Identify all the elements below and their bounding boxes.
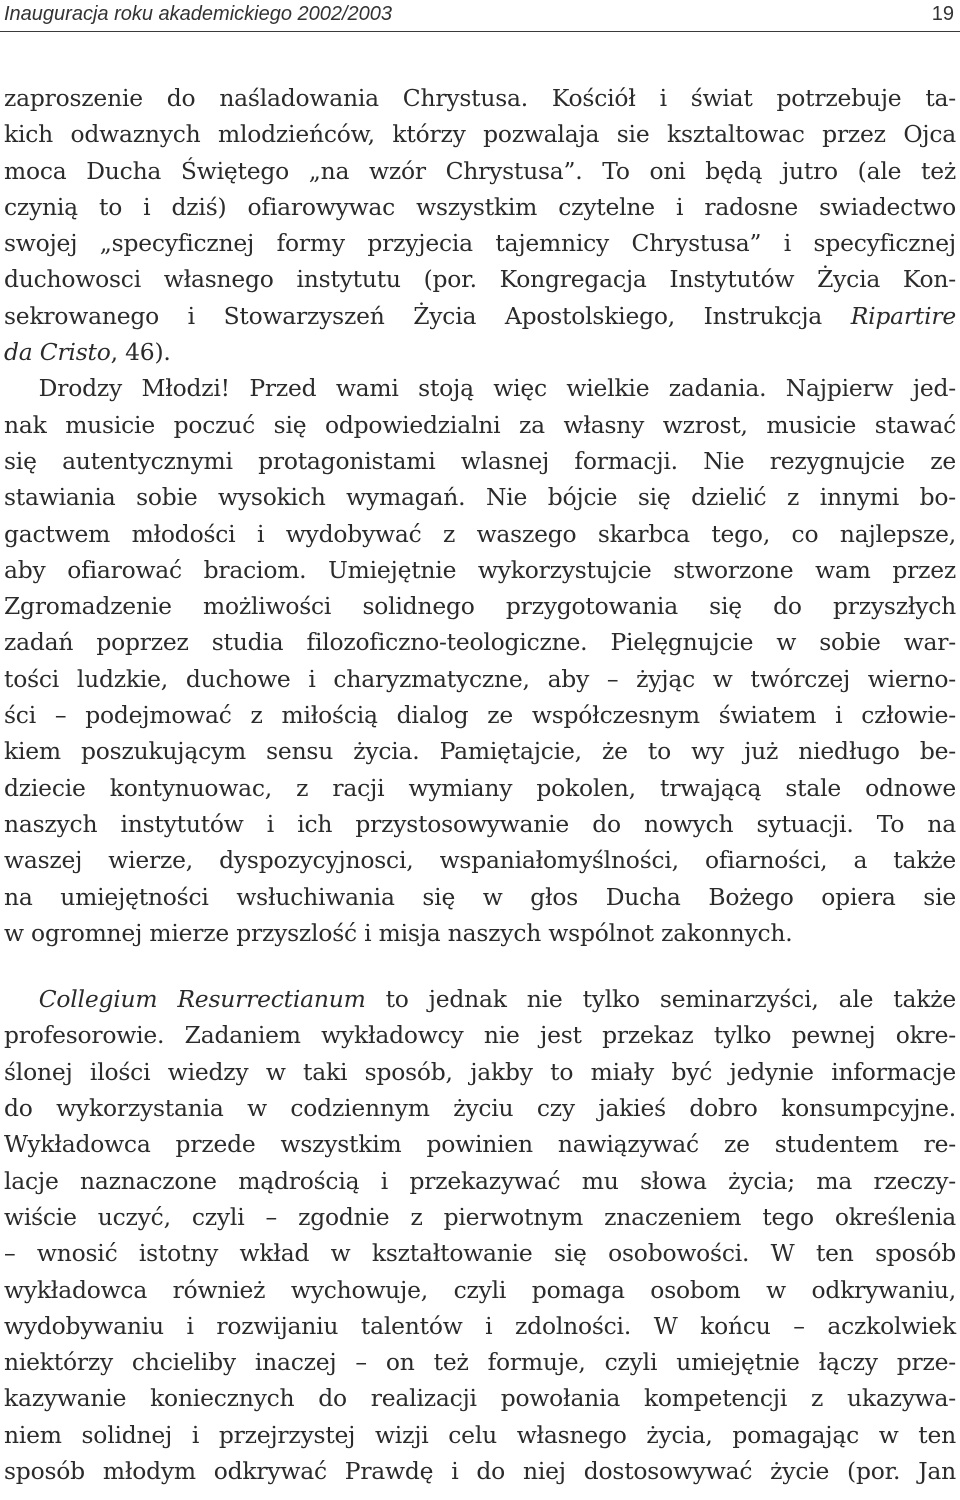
text-run: nak musicie poczuć się odpowiedzialni za własny wzrost, musicie stawać (4, 410, 956, 439)
text-run: profesorowie. Zadaniem wykładowcy nie jest przekaz tylko pewnej okre- (4, 1021, 956, 1050)
text-run: sekrowanego i Stowarzyszeń Życia Apostolskiego, Instrukcja (4, 301, 851, 330)
text-line (4, 1235, 956, 1271)
page-number: 19 (931, 3, 954, 25)
text-line (4, 1090, 956, 1126)
text-run: waszej wierze, dyspozycyjnosci, wspaniałomyślności, ofiarności, a także (4, 846, 956, 875)
text-line (4, 1199, 956, 1235)
text-run: gactwem młodości i wydobywać z waszego skarbca tego, co najlepsze, (4, 519, 956, 548)
text-run: kiem poszukującym sensu życia. Pamiętajcie, że to wy już niedługo be- (4, 737, 956, 766)
text-line (4, 261, 956, 297)
text-run: na umiejętności wsłuchiwania się w głos Ducha Bożego opiera sie (4, 882, 956, 911)
text-run: to jednak nie tylko seminarzyści, ale także (365, 985, 956, 1014)
text-line (4, 661, 956, 697)
text-line (4, 189, 956, 225)
text-line (4, 443, 956, 479)
text-line (4, 153, 956, 189)
text-line (4, 1017, 956, 1053)
paragraph (4, 981, 956, 1489)
text-line (4, 981, 956, 1017)
text-run: stawiania sobie wysokich wymagań. Nie bójcie się dzielić z innymi bo- (4, 483, 956, 512)
italic-text: da Cristo (4, 338, 111, 367)
text-run: – wnosić istotny wkład w kształtowanie się osobowości. W ten sposób (4, 1239, 956, 1268)
text-line (4, 80, 956, 116)
paragraph (4, 370, 956, 951)
text-line (4, 1453, 956, 1489)
text-run: moca Ducha Świętego „na wzór Chrystusa”. To oni będą jutro (ale też (4, 156, 956, 185)
text-run: wydobywaniu i rozwijaniu talentów i zdolności. W końcu – aczkolwiek (4, 1311, 956, 1340)
text-line (4, 1380, 956, 1416)
text-run: naszych instytutów i ich przystosowywanie do nowych sytuacji. To na (4, 809, 956, 838)
text-line (4, 225, 956, 261)
text-run: sposób młodym odkrywać Prawdę i do niej dostosowywać życie (por. Jan (4, 1456, 956, 1485)
text-line (4, 334, 956, 370)
text-run: swojej „specyficznej formy przyjecia tajemnicy Chrystusa” i specyficznej (4, 229, 956, 258)
text-run: w ogromnej mierze przyszlość i misja naszych wspólnot zakonnych. (4, 918, 793, 947)
text-line (4, 806, 956, 842)
text-run: do wykorzystania w codziennym życiu czy jakieś dobro konsumpcyjne. (4, 1094, 956, 1123)
text-run: aby ofiarować braciom. Umiejętnie wykorzystujcie stworzone wam przez (4, 555, 956, 584)
text-run: tości ludzkie, duchowe i charyzmatyczne, aby – żyjąc w twórczej wierno- (4, 664, 956, 693)
text-line (4, 1308, 956, 1344)
text-line (4, 1126, 956, 1162)
text-line (4, 479, 956, 515)
text-run: duchowosci własnego instytutu (por. Kongregacja Instytutów Życia Kon- (4, 265, 956, 294)
paragraph (4, 80, 956, 370)
body-text (4, 80, 956, 1489)
text-line (4, 624, 956, 660)
text-run (4, 985, 39, 1013)
text-run: kich odwaznych mlodzieńców, którzy pozwalaja sie ksztaltowac przez Ojca (4, 120, 956, 149)
text-run: niem solidnej i przejrzystej wizji celu własnego życia, pomagając w ten (4, 1420, 956, 1449)
text-line (4, 1163, 956, 1199)
text-line (4, 770, 956, 806)
text-run: Drodzy Młodzi! Przed wami stoją więc wielkie zadania. Najpierw jed- (4, 374, 956, 403)
text-run: zaproszenie do naśladowania Chrystusa. Kościół i świat potrzebuje ta- (4, 84, 956, 112)
text-line (4, 1054, 956, 1090)
text-line (4, 915, 956, 951)
text-run: niektórzy chcieliby inaczej – on też formuje, czyli umiejętnie łączy prze- (4, 1348, 956, 1377)
text-run: Zgromadzenie możliwości solidnego przygotowania się do przyszłych (4, 592, 956, 621)
text-line (4, 1344, 956, 1380)
text-line (4, 842, 956, 878)
text-run: ślonej ilości wiedzy w taki sposób, jakby to miały być jedynie informacje (4, 1057, 956, 1086)
text-line (4, 1272, 956, 1308)
text-run: lacje naznaczone mądrością i przekazywać mu słowa życia; ma rzeczy- (4, 1166, 956, 1195)
text-line (4, 516, 956, 552)
text-run: czynią to i dziś) ofiarowywac wszystkim czytelne i radosne swiadectwo (4, 192, 956, 221)
text-line (4, 733, 956, 769)
running-title: Inauguracja roku akademickiego 2002/2003 (4, 3, 393, 25)
text-line (4, 1417, 956, 1453)
italic-text: Collegium Resurrectianum (38, 985, 366, 1014)
text-run: się autentycznymi protagonistami wlasnej formacji. Nie rezygnujcie ze (4, 446, 956, 475)
text-run: Wykładowca przede wszystkim powinien nawiązywać ze studentem re- (4, 1130, 956, 1159)
text-line (4, 697, 956, 733)
text-line (4, 588, 956, 624)
text-run: dziecie kontynuowac, z racji wymiany pokolen, trwającą stale odnowe (4, 773, 956, 802)
text-run: ści – podejmować z miłością dialog ze współczesnym światem i człowie- (4, 701, 956, 730)
paragraph-gap (4, 951, 956, 981)
text-run: wiście uczyć, czyli – zgodnie z pierwotnym znaczeniem tego określenia (4, 1202, 956, 1231)
running-header (0, 0, 960, 32)
text-line (4, 370, 956, 406)
text-run: wykładowca również wychowuje, czyli pomaga osobom w odkrywaniu, (4, 1275, 956, 1304)
text-run: kazywanie koniecznych do realizacji powołania kompetencji z ukazywa- (4, 1384, 956, 1413)
text-line (4, 407, 956, 443)
text-line (4, 116, 956, 152)
text-line (4, 298, 956, 334)
text-run: , 46). (110, 338, 171, 367)
text-line (4, 552, 956, 588)
text-run: zadań poprzez studia filozoficzno-teologiczne. Pielęgnujcie w sobie war- (4, 628, 956, 657)
text-line (4, 879, 956, 915)
italic-text: Ripartire (850, 301, 956, 330)
